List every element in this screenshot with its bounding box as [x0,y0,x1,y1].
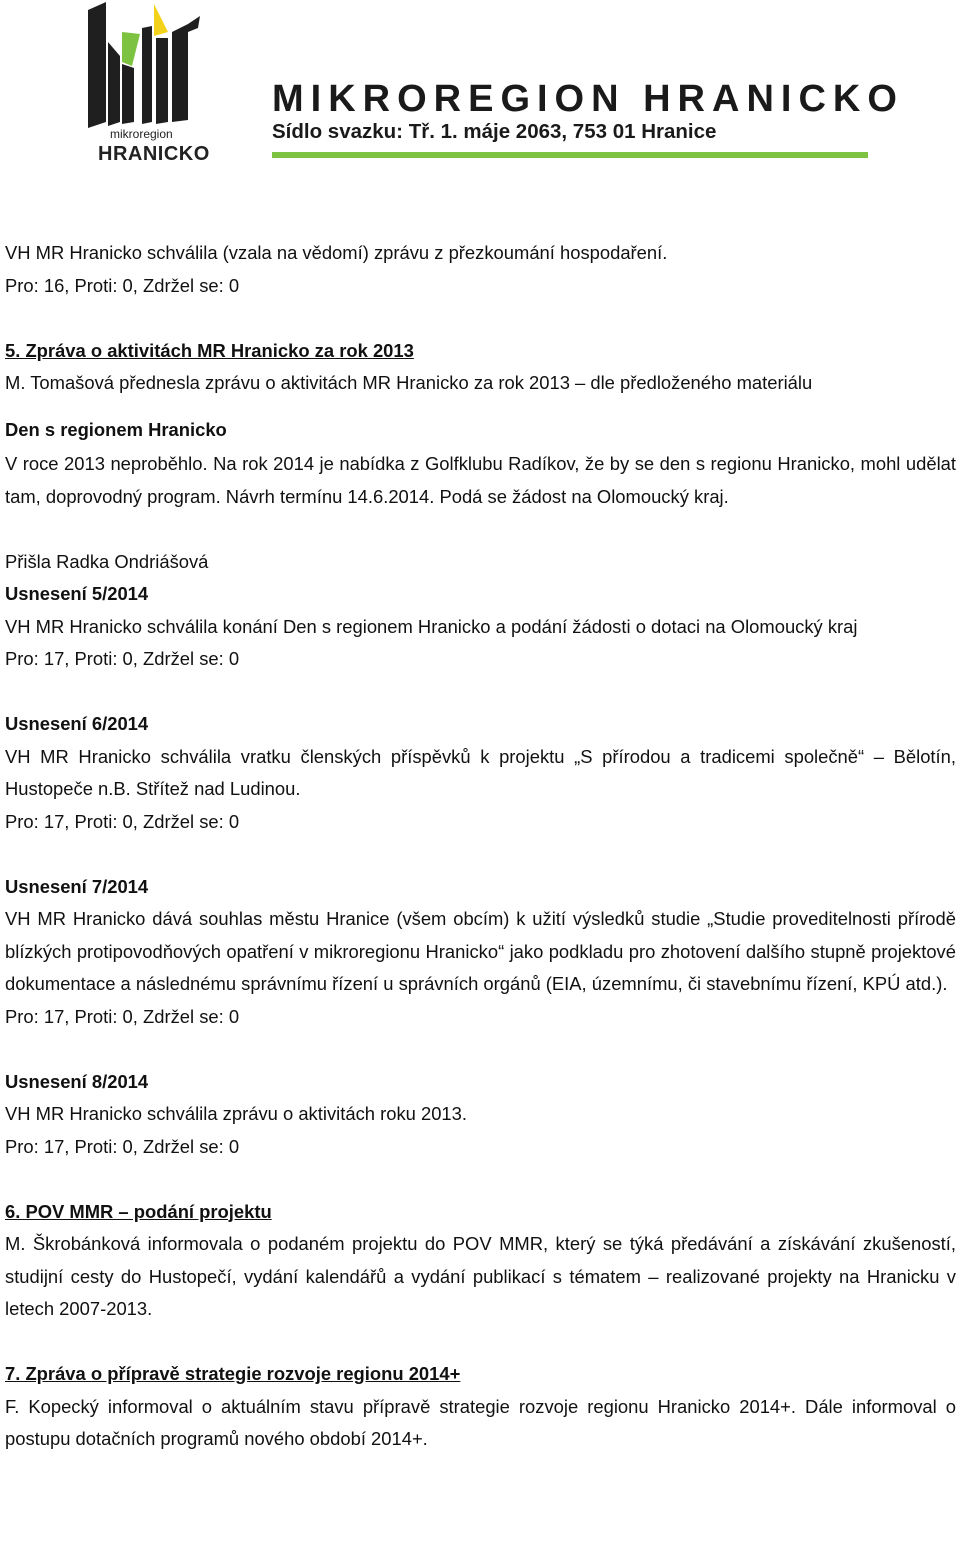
resolution-7-vote: Pro: 17, Proti: 0, Zdržel se: 0 [5,1005,240,1027]
section-7-text: F. Kopecký informoval o aktuálním stavu přípravě strategie rozvoje regionu Hranicko 2014+. Dále informoval o postupu dotačních programů nového období 2014+. [5,1395,956,1449]
vote-result: Pro: 16, Proti: 0, Zdržel se: 0 [5,274,240,296]
section-7-title: 7. Zpráva o přípravě strategie rozvoje regionu 2014+ [5,1363,461,1384]
resolution-5-title: Usnesení 5/2014 [5,583,149,604]
attendance-note: Přišla Radka Ondriášová [5,550,209,572]
logo-small-text: mikroregion [110,127,173,141]
den-s-regionem-text: V roce 2013 neproběhlo. Na rok 2014 je nabídka z Golfklubu Radíkov, že by se den s regionu Hranicko, mohl udělat tam, doprovodný program. Návrh termínu 14.6.2014. Podá se žádost na Olomoucký kraj. [5,453,956,507]
letterhead [0,0,960,215]
document-body [5,237,956,1456]
section-5-text: M. Tomašová přednesla zprávu o aktivitách MR Hranicko za rok 2013 – dle předloženého materiálu [5,372,813,393]
resolution-7-text: VH MR Hranicko dává souhlas městu Hranice (všem obcím) k užití výsledků studie „Studie proveditelnosti přírodě blízkých protipovodňových opatření v mikroregionu Hranicko“ jako podkladu pro zhotovení dalšího stupně projektové dokumentace a následnému správnímu řízení u správních orgánů (EIA, územnímu, či stavebnímu řízení, KPÚ atd.). [5,908,956,994]
resolution-6-vote: Pro: 17, Proti: 0, Zdržel se: 0 [5,810,240,832]
mikroregion-logo [88,2,208,132]
resolution-6-title: Usnesení 6/2014 [5,713,149,734]
resolution-8-vote: Pro: 17, Proti: 0, Zdržel se: 0 [5,1135,240,1157]
logo-big-text: HRANICKO [98,143,210,165]
resolution-5-vote: Pro: 17, Proti: 0, Zdržel se: 0 [5,648,240,669]
resolution-8-text: VH MR Hranicko schválila zprávu o aktivitách roku 2013. [5,1103,468,1124]
organization-name: MIKROREGION HRANICKO [272,78,904,120]
section-6-text: M. Škrobánková informovala o podaném projektu do POV MMR, který se týká předávání a získávání zkušeností, studijní cesty do Hustopečí, vydání kalendářů a vydání publikací s tématem – realizované projekty na Hranicku v letech 2007-2013. [5,1233,956,1319]
resolution-6-text: VH MR Hranicko schválila vratku členských příspěvků k projektu „S přírodou a tradicemi společně“ – Bělotín, Hustopeče n.B. Střítež nad Ludinou. [5,745,956,799]
resolution-8-title: Usnesení 8/2014 [5,1070,149,1092]
resolution-7-title: Usnesení 7/2014 [5,875,149,897]
section-5-title: 5. Zpráva o aktivitách MR Hranicko za rok 2013 [5,339,414,361]
organization-address: Sídlo svazku: Tř. 1. máje 2063, 753 01 Hranice [272,120,717,143]
section-6-title: 6. POV MMR – podání projektu [5,1200,272,1222]
resolution-5-text: VH MR Hranicko schválila konání Den s regionem Hranicko a podání žádosti o dotaci na Olomoucký kraj [5,615,858,637]
paragraph-audit-approval: VH MR Hranicko schválila (vzala na vědomí) zprávu z přezkoumání hospodaření. [5,242,668,263]
header-accent-bar [272,152,868,158]
den-s-regionem-title: Den s regionem Hranicko [5,418,227,440]
